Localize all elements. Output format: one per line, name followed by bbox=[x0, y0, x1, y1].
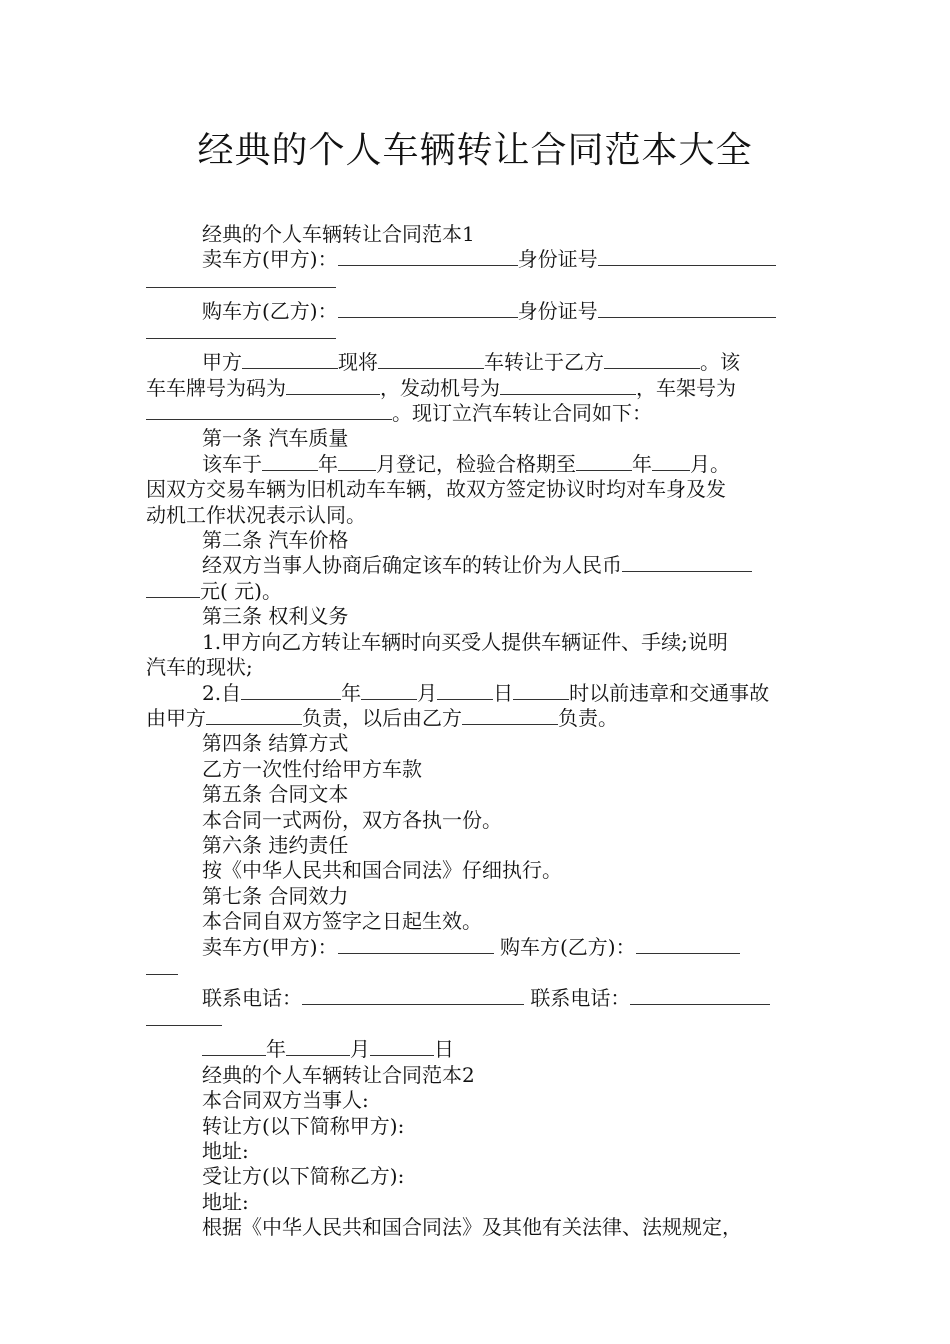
buyer-line: 购车方(乙方)： 身份证号 bbox=[146, 299, 806, 324]
address-line-1: 地址: bbox=[202, 1139, 249, 1163]
phone-line: 联系电话： 联系电话： bbox=[146, 986, 806, 1011]
duty-1: 1.甲方向乙方转让车辆时向买受人提供车辆证件、手续;说明 bbox=[202, 629, 728, 654]
document-title: 经典的个人车辆转让合同范本大全 bbox=[197, 130, 753, 171]
blank bbox=[462, 707, 558, 725]
article-4-heading: 第四条 结算方式 bbox=[202, 731, 349, 756]
seller-id-blank bbox=[598, 248, 776, 266]
date-line: 年 月 日 bbox=[146, 1037, 806, 1062]
duty-2-cont: 由甲方 负责，以后由乙方 负责。 bbox=[146, 705, 618, 730]
article-6-heading: 第六条 违约责任 bbox=[202, 832, 349, 857]
blank bbox=[262, 453, 318, 471]
plate-line-2: 。现订立汽车转让合同如下： bbox=[146, 401, 806, 426]
phone-blank-cont bbox=[146, 1011, 222, 1026]
seller-line: 卖车方(甲方)： 身份证号 bbox=[146, 247, 806, 272]
article-5-text: 本合同一式两份，双方各执一份。 bbox=[202, 807, 502, 832]
intro-line: 甲方 现将 车转让于乙方 。该 bbox=[202, 350, 740, 375]
seller-id-blank-cont bbox=[146, 273, 336, 288]
blank bbox=[338, 453, 376, 471]
blank bbox=[604, 351, 700, 369]
price-line: 经双方当事人协商后确定该车的转让价为人民币 bbox=[146, 553, 806, 578]
blank bbox=[146, 580, 200, 598]
blank bbox=[500, 377, 636, 395]
article-1-heading: 第一条 汽车质量 bbox=[202, 426, 349, 451]
article-3-heading: 第三条 权利义务 bbox=[202, 604, 349, 629]
duty-2: 2.自 年 月 日 时以前违章和交通事故 bbox=[202, 680, 770, 705]
blank bbox=[286, 1038, 350, 1056]
transferor-line: 转让方(以下简称甲方): bbox=[202, 1113, 405, 1138]
blank bbox=[338, 936, 494, 954]
blank bbox=[630, 987, 770, 1005]
blank bbox=[242, 351, 338, 369]
blank bbox=[576, 453, 632, 471]
article-5-heading: 第五条 合同文本 bbox=[202, 782, 349, 807]
signature-blank-cont bbox=[146, 960, 178, 975]
quality-line: 该车于 年 月登记，检验合格期至 年 月。 bbox=[202, 451, 730, 476]
blank bbox=[202, 1038, 266, 1056]
article-7-text: 本合同自双方签字之日起生效。 bbox=[202, 909, 482, 934]
section-heading-1: 经典的个人车辆转让合同范本1 bbox=[202, 222, 475, 246]
address-line-2: 地址: bbox=[202, 1189, 249, 1214]
price-line-2: 元( 元)。 bbox=[146, 579, 806, 604]
buyer-id-blank-cont bbox=[146, 324, 336, 339]
article-7-heading: 第七条 合同效力 bbox=[202, 883, 349, 908]
buyer-name-blank bbox=[338, 300, 518, 318]
document-body bbox=[146, 222, 806, 1241]
blank bbox=[146, 402, 392, 420]
transferee-line: 受让方(以下简称乙方): bbox=[202, 1164, 405, 1189]
section-heading-2: 经典的个人车辆转让合同范本2 bbox=[202, 1062, 475, 1087]
parties-line: 本合同双方当事人: bbox=[202, 1088, 369, 1113]
article-4-text: 乙方一次性付给甲方车款 bbox=[202, 756, 422, 781]
article-6-text: 按《中华人民共和国合同法》仔细执行。 bbox=[202, 858, 562, 883]
blank bbox=[513, 682, 569, 700]
article-2-heading: 第二条 汽车价格 bbox=[202, 528, 349, 553]
blank bbox=[370, 1038, 434, 1056]
blank bbox=[652, 453, 690, 471]
seller-name-blank bbox=[338, 248, 518, 266]
duty-1-cont: 汽车的现状; bbox=[146, 655, 253, 680]
quality-rest-2: 动机工作状况表示认同。 bbox=[146, 502, 366, 527]
blank bbox=[437, 682, 493, 700]
plate-line: 车车牌号为码为 ，发动机号为 ，车架号为 bbox=[146, 375, 736, 400]
blank bbox=[206, 707, 302, 725]
blank bbox=[302, 987, 524, 1005]
basis-line: 根据《中华人民共和国合同法》及其他有关法律、法规规定， bbox=[202, 1215, 742, 1240]
quality-rest-1: 因双方交易车辆为旧机动车车辆，故双方签定协议时均对车身及发 bbox=[146, 477, 726, 502]
buyer-id-blank bbox=[598, 300, 776, 318]
blank bbox=[378, 351, 484, 369]
blank bbox=[361, 682, 417, 700]
blank bbox=[241, 682, 341, 700]
blank bbox=[636, 936, 740, 954]
blank bbox=[286, 377, 380, 395]
blank bbox=[622, 554, 752, 572]
signature-line: 卖车方(甲方)： 购车方(乙方)： bbox=[146, 935, 806, 960]
